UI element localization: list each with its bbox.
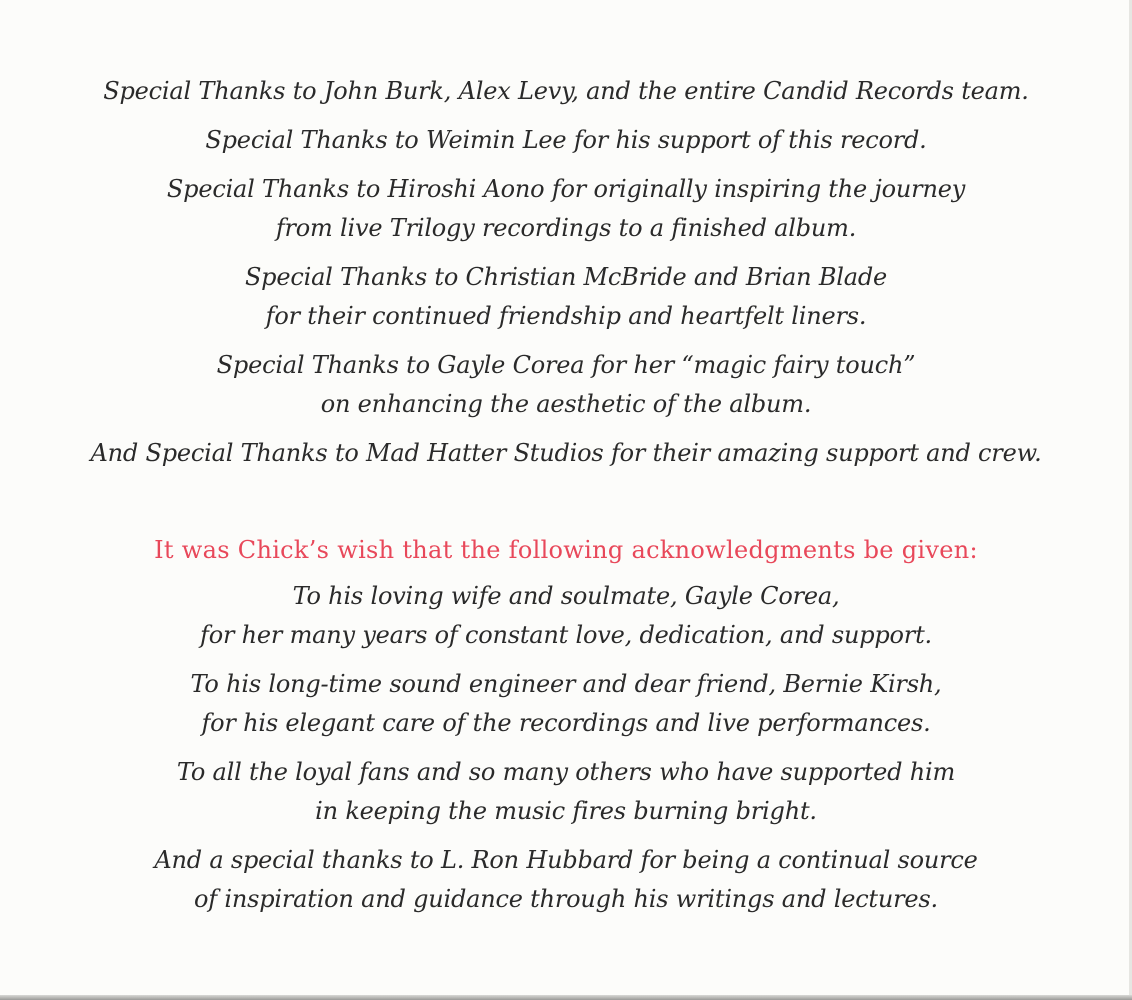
acknowledgment-line: And a special thanks to L. Ron Hubbard for being a continual source [154, 846, 978, 874]
acknowledgments-heading: It was Chick’s wish that the following acknowledgments be given: [154, 536, 978, 564]
thanks-line: Special Thanks to Gayle Corea for her “magic fairy touch” [216, 351, 916, 379]
thanks-paragraph [0, 72, 1132, 111]
thanks-line: from live Trilogy recordings to a finished album. [275, 214, 857, 242]
acknowledgment-paragraph [0, 577, 1132, 655]
acknowledgment-line: for his elegant care of the recordings and live performances. [201, 709, 931, 737]
page-bottom-edge [0, 995, 1132, 1000]
acknowledgment-line: of inspiration and guidance through his writings and lectures. [194, 885, 938, 913]
thanks-line: on enhancing the aesthetic of the album. [320, 390, 812, 418]
thanks-paragraph [0, 434, 1132, 473]
thanks-line: for their continued friendship and heartfelt liners. [265, 302, 867, 330]
acknowledgment-paragraph [0, 665, 1132, 743]
thanks-paragraph [0, 121, 1132, 160]
thanks-line: Special Thanks to John Burk, Alex Levy, and the entire Candid Records team. [103, 77, 1029, 105]
thanks-line: Special Thanks to Christian McBride and Brian Blade [244, 263, 888, 291]
thanks-paragraph [0, 258, 1132, 336]
thanks-paragraph [0, 346, 1132, 424]
special-thanks-section [0, 72, 1132, 483]
acknowledgment-line: for her many years of constant love, dedication, and support. [200, 621, 932, 649]
thanks-line: Special Thanks to Hiroshi Aono for originally inspiring the journey [166, 175, 966, 203]
thanks-line: And Special Thanks to Mad Hatter Studios for their amazing support and crew. [90, 439, 1042, 467]
thanks-paragraph [0, 170, 1132, 248]
acknowledgment-paragraph [0, 753, 1132, 831]
acknowledgments-section [0, 533, 1132, 929]
acknowledgment-paragraph [0, 841, 1132, 919]
acknowledgment-line: in keeping the music fires burning bright. [315, 797, 817, 825]
thanks-line: Special Thanks to Weimin Lee for his support of this record. [205, 126, 927, 154]
acknowledgment-line: To his loving wife and soulmate, Gayle Corea, [292, 582, 840, 610]
acknowledgment-line: To all the loyal fans and so many others who have supported him [176, 758, 956, 786]
acknowledgment-line: To his long-time sound engineer and dear friend, Bernie Kirsh, [190, 670, 942, 698]
